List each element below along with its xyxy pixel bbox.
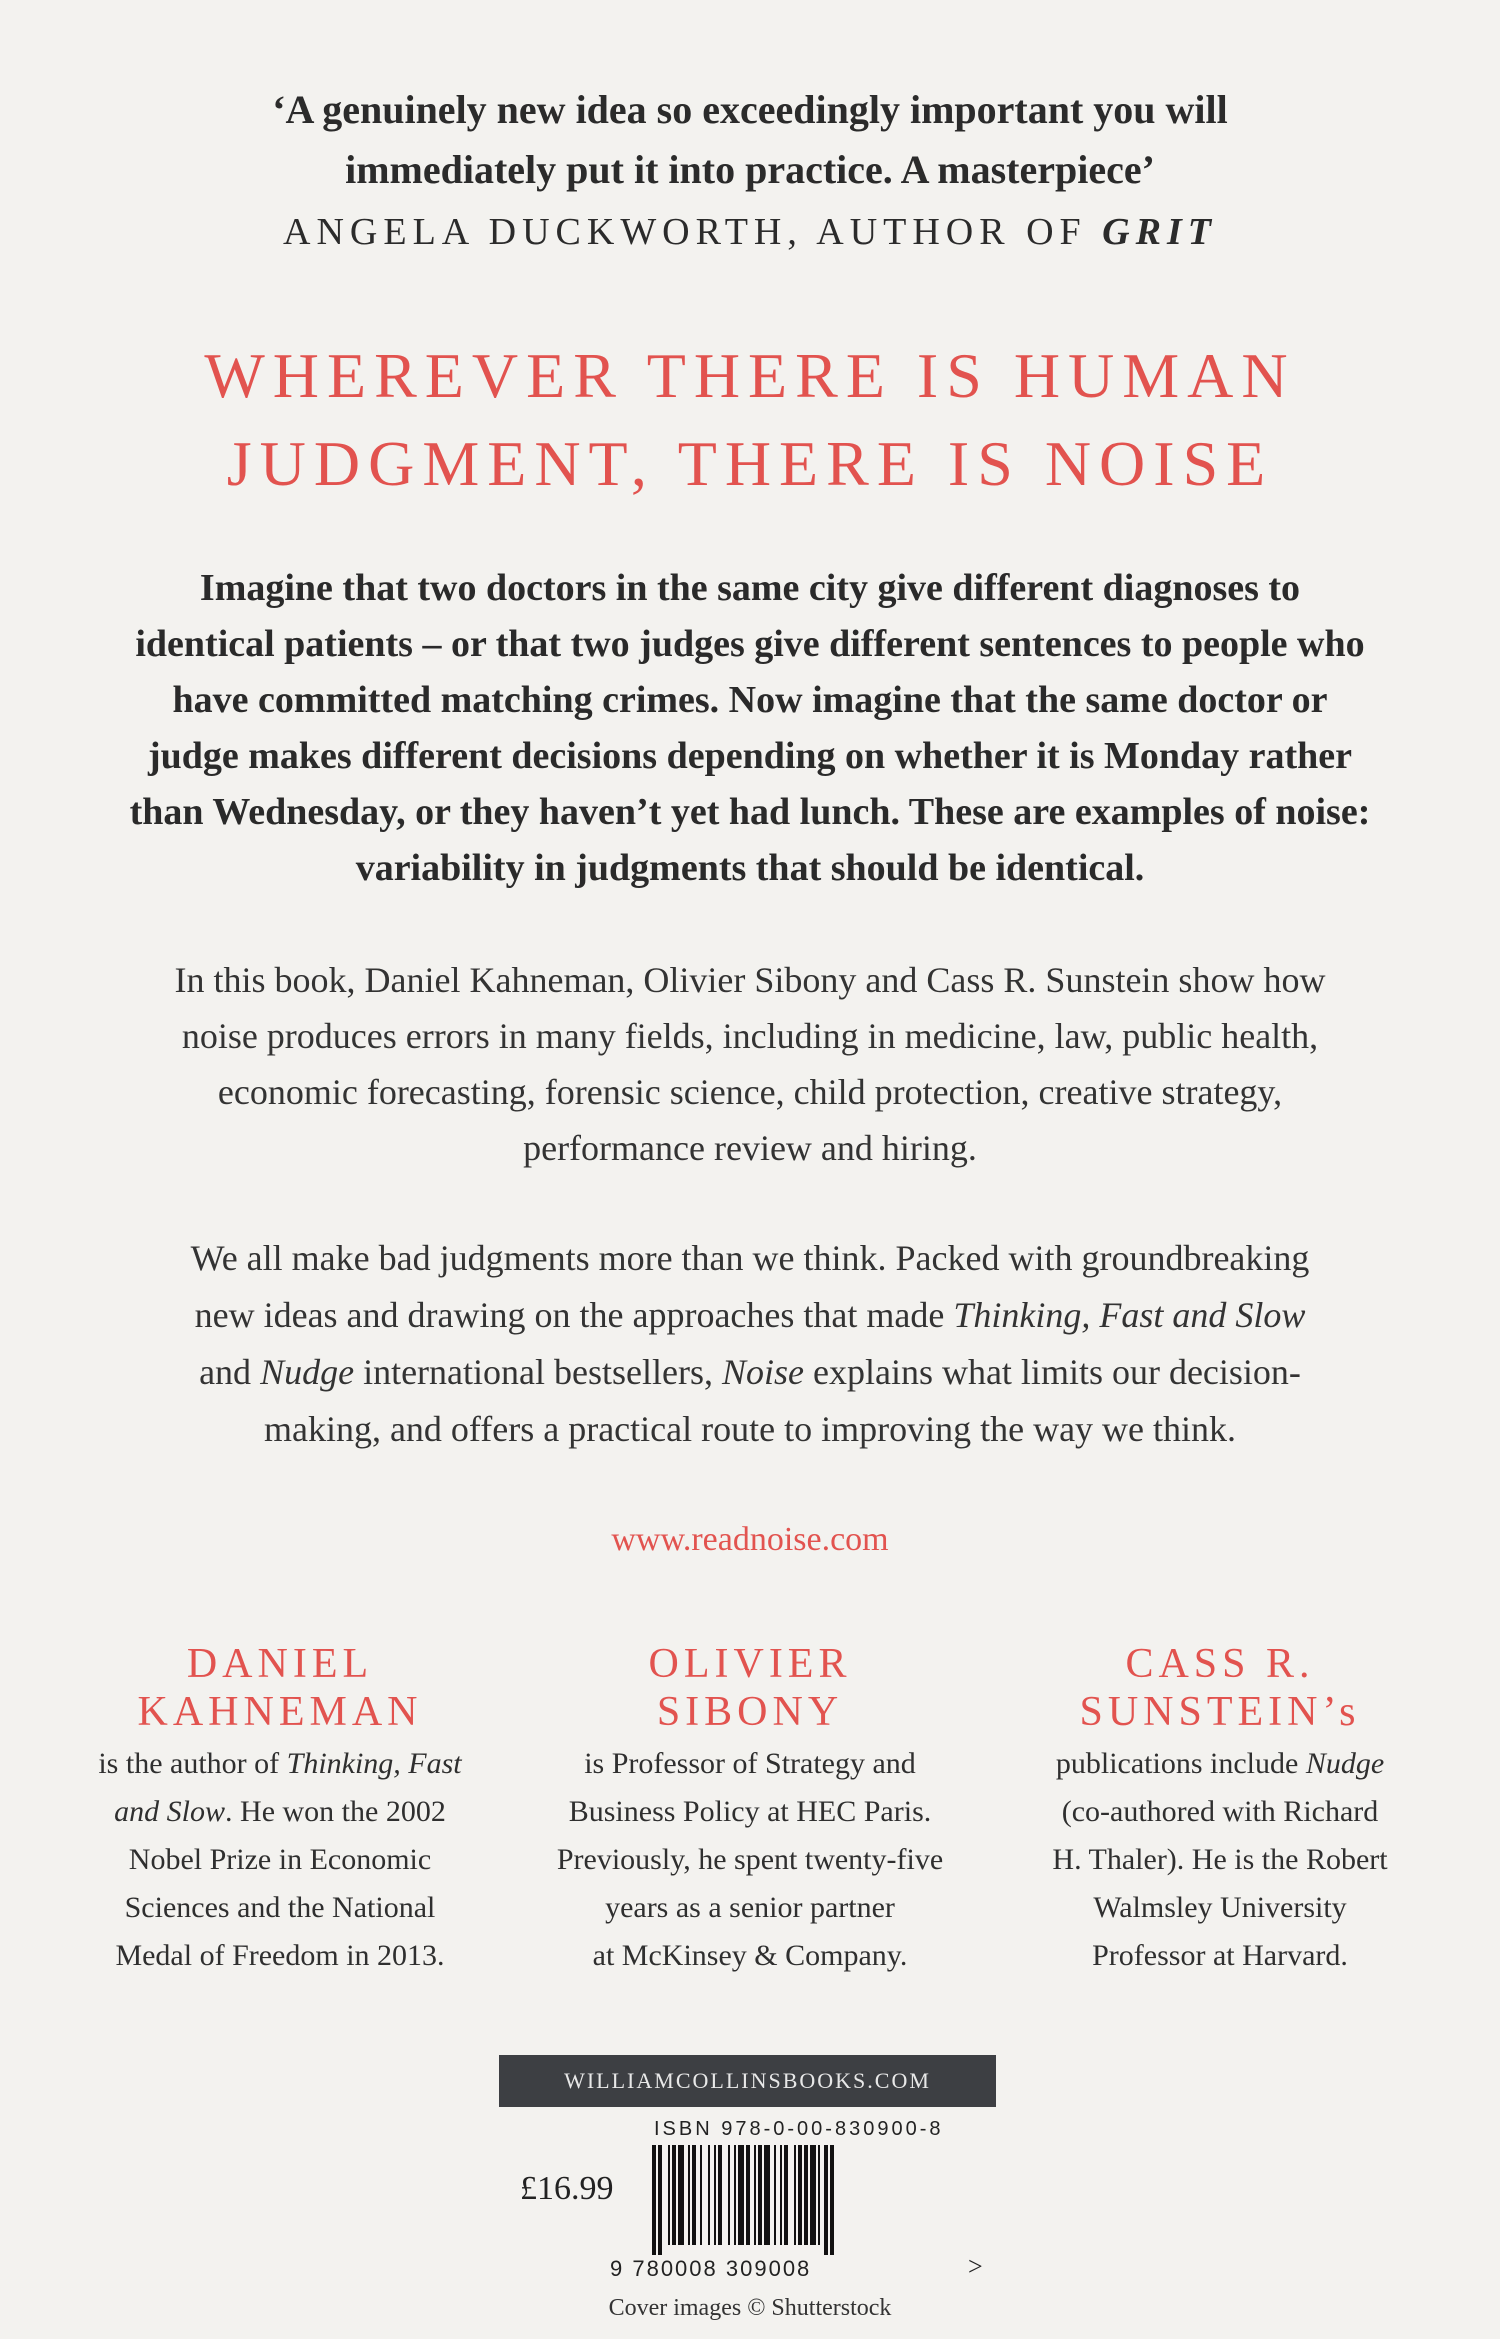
author-last-name: SIBONY xyxy=(656,1689,844,1735)
bio-line-4: Walmsley University xyxy=(1093,1891,1347,1924)
bio-book-title: Nudge xyxy=(1305,1747,1385,1780)
bio-line-3: Nobel Prize in Economic xyxy=(128,1843,432,1876)
author-bio-kahneman xyxy=(60,1640,500,1980)
bio-line-1: is Professor of Strategy and xyxy=(584,1747,916,1780)
headline-line-2: JUDGMENT, THERE IS NOISE xyxy=(226,428,1274,499)
author-bio-text xyxy=(60,1740,500,1980)
summary-line-2-text: new ideas and drawing on the approaches that made xyxy=(194,1295,954,1335)
quote-text xyxy=(150,80,1350,200)
image-credit: Cover images © Shutterstock xyxy=(608,2295,892,2321)
bio-line-2: (co-authored with Richard xyxy=(1061,1795,1379,1828)
author-name xyxy=(60,1640,500,1736)
attribution-prefix: ANGELA DUCKWORTH, AUTHOR OF xyxy=(283,211,1103,253)
headline-line-1: WHEREVER THERE IS HUMAN xyxy=(204,340,1296,411)
description-line-4: performance review and hiring. xyxy=(523,1128,977,1168)
bio-line-4: Sciences and the National xyxy=(124,1891,436,1924)
bio-line-1-text: is the author of xyxy=(98,1747,287,1780)
summary-line-3-text-c: explains what limits our decision- xyxy=(803,1352,1301,1392)
intro-paragraph xyxy=(90,560,1410,896)
endorsement-quote xyxy=(150,80,1350,262)
attribution-book-title: GRIT xyxy=(1102,211,1217,253)
book-title-noise: Noise xyxy=(721,1352,804,1392)
summary-line-1: We all make bad judgments more than we think. Packed with groundbreaking xyxy=(190,1238,1310,1278)
bio-line-2: Business Policy at HEC Paris. xyxy=(568,1795,932,1828)
author-bio-text xyxy=(530,1740,970,1980)
bio-line-1-text: publications include xyxy=(1055,1747,1306,1780)
barcode-digits: 9 780008 309008 xyxy=(610,2256,812,2281)
author-name xyxy=(530,1640,970,1736)
intro-line-3: have committed matching crimes. Now imagine that the same doctor or xyxy=(172,679,1328,721)
summary-line-3-text-b: international bestsellers, xyxy=(354,1352,722,1392)
bio-line-1 xyxy=(1000,1740,1440,1788)
book-title-thinking-fast-and-slow: Thinking, Fast and Slow xyxy=(953,1295,1306,1335)
summary-line-2 xyxy=(90,1287,1410,1344)
summary-line-3 xyxy=(90,1344,1410,1401)
author-last-name: KAHNEMAN xyxy=(137,1689,423,1735)
isbn-number: ISBN 978-0-00-830900-8 xyxy=(654,2118,944,2140)
description-line-2: noise produces errors in many fields, including in medicine, law, public health, xyxy=(181,1016,1319,1056)
summary-paragraph xyxy=(90,1230,1410,1458)
intro-line-5: than Wednesday, or they haven’t yet had lunch. These are examples of noise: xyxy=(129,791,1371,833)
bio-book-title-b: and Slow xyxy=(114,1795,226,1828)
author-bio-sibony xyxy=(530,1640,970,1980)
price: £16.99 xyxy=(520,2170,614,2207)
bio-line-4: years as a senior partner xyxy=(605,1891,895,1924)
description-paragraph xyxy=(90,952,1410,1176)
author-first-name: DANIEL xyxy=(186,1641,374,1687)
description-line-3: economic forecasting, forensic science, child protection, creative strategy, xyxy=(217,1072,1283,1112)
summary-line-3-text-a: and xyxy=(199,1352,261,1392)
bio-line-3: H. Thaler). He is the Robert xyxy=(1052,1843,1388,1876)
quote-line-1: ‘A genuinely new idea so exceedingly important you will xyxy=(272,87,1228,132)
quote-attribution xyxy=(150,202,1350,262)
summary-line-4: making, and offers a practical route to improving the way we think. xyxy=(263,1409,1237,1449)
intro-line-1: Imagine that two doctors in the same city give different diagnoses to xyxy=(199,567,1301,609)
author-last-name: SUNSTEIN’s xyxy=(1079,1689,1361,1735)
bio-line-2-text: . He won the 2002 xyxy=(225,1795,446,1828)
bio-line-3: Previously, he spent twenty-five xyxy=(556,1843,944,1876)
bio-line-1 xyxy=(60,1740,500,1788)
author-first-name: CASS R. xyxy=(1125,1641,1315,1687)
website-link[interactable]: www.readnoise.com xyxy=(611,1521,889,1558)
author-first-name: OLIVIER xyxy=(648,1641,852,1687)
bio-book-title-a: Thinking, Fast xyxy=(286,1747,462,1780)
bio-line-5: at McKinsey & Company. xyxy=(592,1939,908,1972)
bio-line-2 xyxy=(60,1788,500,1836)
bio-line-5: Medal of Freedom in 2013. xyxy=(115,1939,445,1972)
publisher-website-bar[interactable]: WILLIAMCOLLINSBOOKS.COM xyxy=(499,2055,996,2107)
intro-line-4: judge makes different decisions depending on whether it is Monday rather xyxy=(147,735,1353,777)
book-title-nudge: Nudge xyxy=(260,1352,355,1392)
author-bio-text xyxy=(1000,1740,1440,1980)
headline xyxy=(100,332,1400,508)
intro-line-6: variability in judgments that should be identical. xyxy=(355,847,1145,889)
intro-line-2: identical patients – or that two judges give different sentences to people who xyxy=(135,623,1365,665)
barcode-arrow-icon: > xyxy=(968,2252,983,2281)
author-bio-sunstein xyxy=(1000,1640,1440,1980)
description-line-1: In this book, Daniel Kahneman, Olivier Sibony and Cass R. Sunstein show how xyxy=(174,960,1326,1000)
quote-line-2: immediately put it into practice. A masterpiece’ xyxy=(345,147,1155,192)
author-name xyxy=(1000,1640,1440,1736)
barcode-icon xyxy=(650,2145,970,2255)
bio-line-5: Professor at Harvard. xyxy=(1092,1939,1348,1972)
